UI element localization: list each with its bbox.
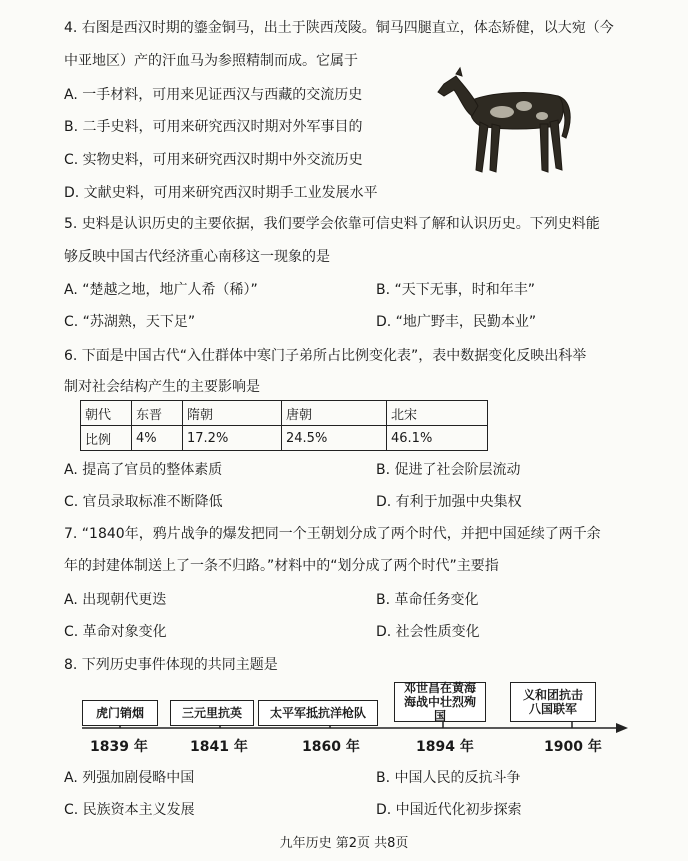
timeline-year-5: 1900 年 <box>544 739 602 755</box>
timeline-event-3: 太平军抵抗洋枪队 <box>258 700 378 726</box>
ratio-table <box>80 400 488 451</box>
q6-option-a[interactable]: A. 提高了官员的整体素质 <box>64 462 223 478</box>
table-row <box>81 401 488 426</box>
timeline-year-3: 1860 年 <box>302 739 360 755</box>
timeline-year-2: 1841 年 <box>190 739 248 755</box>
q5-option-b[interactable]: B. “天下无事，时和年丰” <box>376 282 536 298</box>
q5-stem-line1: 5. 史料是认识历史的主要依据，我们要学会依靠可信史料了解和认识历史。下列史料能 <box>64 216 600 232</box>
table-cell: 隋朝 <box>183 401 282 426</box>
timeline-event-5: 义和团抗击八国联军 <box>510 682 596 722</box>
bronze-horse-icon <box>432 66 592 178</box>
q8-stem: 8. 下列历史事件体现的共同主题是 <box>64 657 278 673</box>
q6-option-d[interactable]: D. 有利于加强中央集权 <box>376 494 522 510</box>
history-timeline <box>80 680 630 760</box>
table-cell: 比例 <box>81 426 132 451</box>
q8-option-c[interactable]: C. 民族资本主义发展 <box>64 802 195 818</box>
q4-option-c[interactable]: C. 实物史料，可用来研究西汉时期中外交流历史 <box>64 152 363 168</box>
q4-option-b[interactable]: B. 二手史料，可用来研究西汉时期对外军事目的 <box>64 119 363 135</box>
q6-stem-line2: 制对社会结构产生的主要影响是 <box>64 379 260 395</box>
q4-stem-line1: 4. 右图是西汉时期的鎏金铜马，出土于陕西茂陵。铜马四腿直立，体态矫健，以大宛（今 <box>64 20 614 36</box>
timeline-event-2: 三元里抗英 <box>170 700 254 726</box>
table-cell: 东晋 <box>132 401 183 426</box>
table-cell: 17.2% <box>183 426 282 451</box>
table-cell: 唐朝 <box>282 401 387 426</box>
table-row <box>81 426 488 451</box>
q7-stem-line1: 7. “1840年，鸦片战争的爆发把同一个王朝划分成了两个时代，并把中国延续了两千余 <box>64 526 601 542</box>
table-cell: 朝代 <box>81 401 132 426</box>
q4-stem-line2: 中亚地区）产的汗血马为参照精制而成。它属于 <box>64 53 358 69</box>
q8-option-a[interactable]: A. 列强加剧侵略中国 <box>64 770 195 786</box>
table-cell: 46.1% <box>387 426 488 451</box>
timeline-year-1: 1839 年 <box>90 739 148 755</box>
q5-option-c[interactable]: C. “苏湖熟，天下足” <box>64 314 196 330</box>
q8-option-d[interactable]: D. 中国近代化初步探索 <box>376 802 522 818</box>
q5-option-d[interactable]: D. “地广野丰，民勤本业” <box>376 314 537 330</box>
table-cell: 北宋 <box>387 401 488 426</box>
q7-option-c[interactable]: C. 革命对象变化 <box>64 624 167 640</box>
q7-option-a[interactable]: A. 出现朝代更迭 <box>64 592 167 608</box>
timeline-event-1: 虎门销烟 <box>82 700 158 726</box>
table-cell: 4% <box>132 426 183 451</box>
q6-option-b[interactable]: B. 促进了社会阶层流动 <box>376 462 521 478</box>
q8-option-b[interactable]: B. 中国人民的反抗斗争 <box>376 770 521 786</box>
q6-option-c[interactable]: C. 官员录取标准不断降低 <box>64 494 223 510</box>
arrow-right-icon <box>616 723 628 733</box>
timeline-year-4: 1894 年 <box>416 739 474 755</box>
q7-option-b[interactable]: B. 革命任务变化 <box>376 592 479 608</box>
q4-option-a[interactable]: A. 一手材料，可用来见证西汉与西藏的交流历史 <box>64 87 363 103</box>
q5-stem-line2: 够反映中国古代经济重心南移这一现象的是 <box>64 249 330 265</box>
q6-stem-line1: 6. 下面是中国古代“入仕群体中寒门子弟所占比例变化表”，表中数据变化反映出科举 <box>64 348 587 364</box>
table-cell: 24.5% <box>282 426 387 451</box>
timeline-event-4: 邓世昌在黄海海战中壮烈殉国 <box>394 682 486 722</box>
q7-option-d[interactable]: D. 社会性质变化 <box>376 624 480 640</box>
q5-option-a[interactable]: A. “楚越之地，地广人希（稀）” <box>64 282 258 298</box>
page-footer: 九年历史 第2页 共8页 <box>279 836 409 851</box>
q4-option-d[interactable]: D. 文献史料，可用来研究西汉时期手工业发展水平 <box>64 185 378 201</box>
q7-stem-line2: 年的封建体制送上了一条不归路。”材料中的“划分成了两个时代”主要指 <box>64 558 499 574</box>
